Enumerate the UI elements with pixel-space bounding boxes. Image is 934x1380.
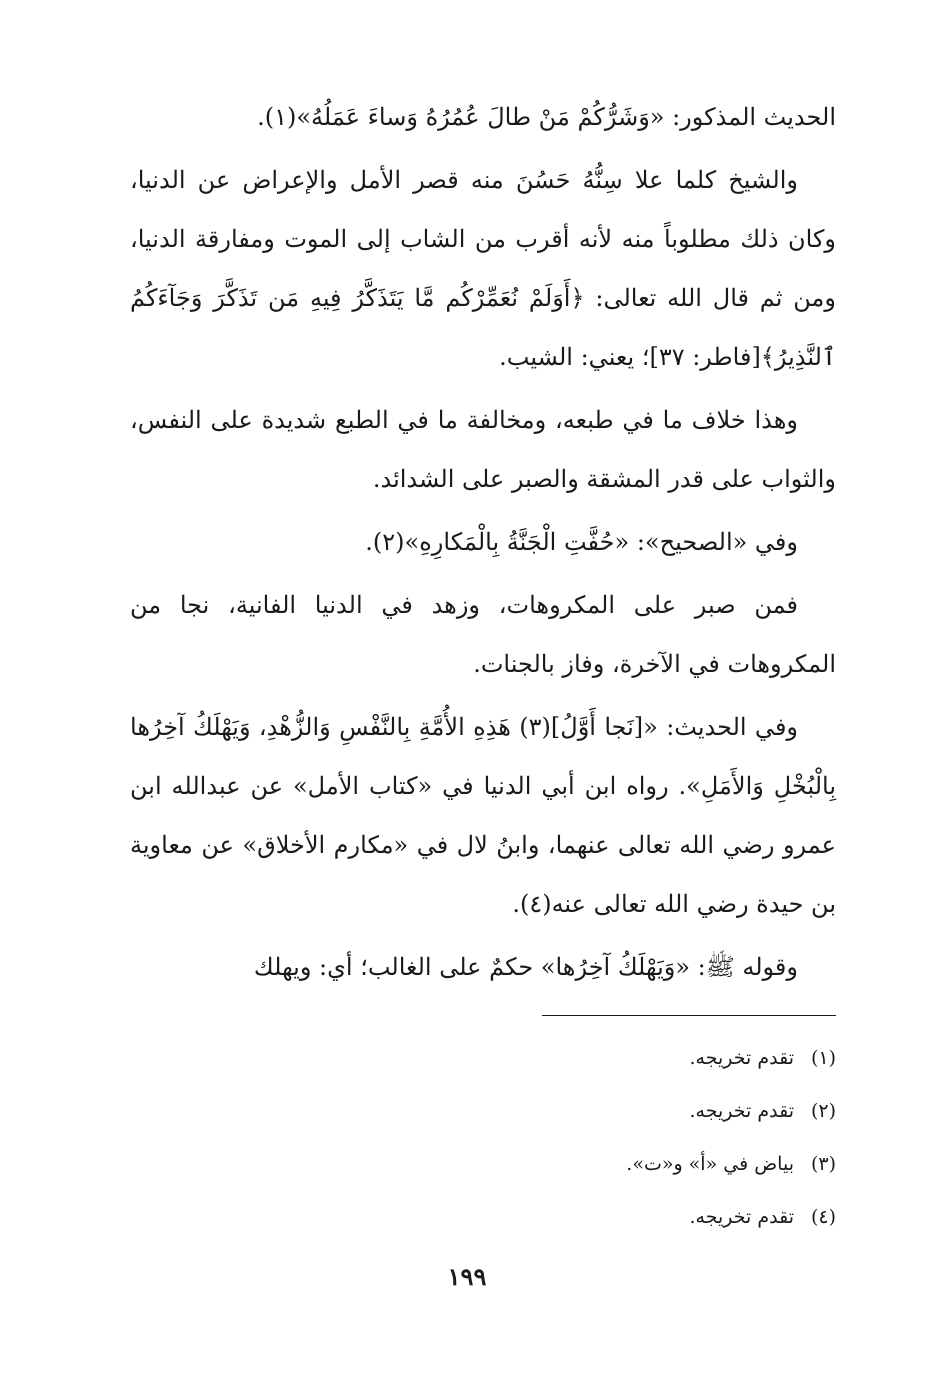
paragraph-7: وقوله ﷺ: «وَيَهْلَكُ آخِرُها» حكمٌ على الغالب؛ أي: ويهلك <box>253 953 798 981</box>
footnote-text: تقدم تخريجه. <box>689 1047 794 1069</box>
footnote <box>130 1138 836 1191</box>
footnote <box>130 1032 836 1085</box>
main-text <box>130 88 836 1001</box>
footnote-number: (٤) <box>810 1206 836 1228</box>
footnote-number: (٢) <box>810 1100 836 1122</box>
footnote-text: تقدم تخريجه. <box>689 1100 794 1122</box>
paragraph-1: الحديث المذكور: «وَشَرُّكُمْ مَنْ طالَ عُمُرُهُ وَساءَ عَمَلُهُ»(١). <box>257 103 836 131</box>
paragraph-2: والشيخ كلما علا سِنُّهُ حَسُنَ منه قصر الأمل والإعراض عن الدنيا، وكان ذلك مطلوباً منه لأنه أقرب من الشاب إلى الموت ومفارقة الدنيا، ومن ثم قال الله تعالى: ﴿أَوَلَمْ نُعَمِّرْكُم مَّا يَتَذَكَّرُ فِيهِ مَن تَذَكَّرَ وَجَآءَكُمُ ٱلنَّذِيرُ﴾[فاطر: ٣٧]؛ يعني: الشيب. <box>130 166 836 371</box>
paragraph-3: وهذا خلاف ما في طبعه، ومخالفة ما في الطبع شديدة على النفس، والثواب على قدر المشقة والصبر على الشدائد. <box>130 406 836 493</box>
footnote-separator <box>542 1015 836 1016</box>
footnote-text: تقدم تخريجه. <box>689 1206 794 1228</box>
footnote-number: (٣) <box>810 1153 836 1175</box>
footnote-number: (١) <box>810 1047 836 1069</box>
page-number: ١٩٩ <box>447 1262 487 1291</box>
footnote-text: بياض في «أ» و«ت». <box>626 1153 794 1175</box>
paragraph-4: وفي «الصحيح»: «حُفَّتِ الْجَنَّةُ بِالْمَكارِهِ»(٢). <box>365 528 798 556</box>
footnotes <box>130 1032 836 1244</box>
footnote <box>130 1191 836 1244</box>
paragraph-6: وفي الحديث: «[نَجا أَوَّلُ](٣) هَذِهِ الأُمَّةِ بِالنَّفْسِ وَالزُّهْدِ، وَيَهْلَكُ آخِرُها بِالْبُخْلِ وَالأَمَلِ». رواه ابن أبي الدنيا في «كتاب الأمل» عن عبدالله ابن عمرو رضي الله تعالى عنهما، وابنُ لال في «مكارم الأخلاق» عن معاوية بن حيدة رضي الله تعالى عنه(٤). <box>130 713 836 918</box>
footnote <box>130 1085 836 1138</box>
paragraph-5: فمن صبر على المكروهات، وزهد في الدنيا الفانية، نجا من المكروهات في الآخرة، وفاز بالجنات. <box>130 591 836 678</box>
